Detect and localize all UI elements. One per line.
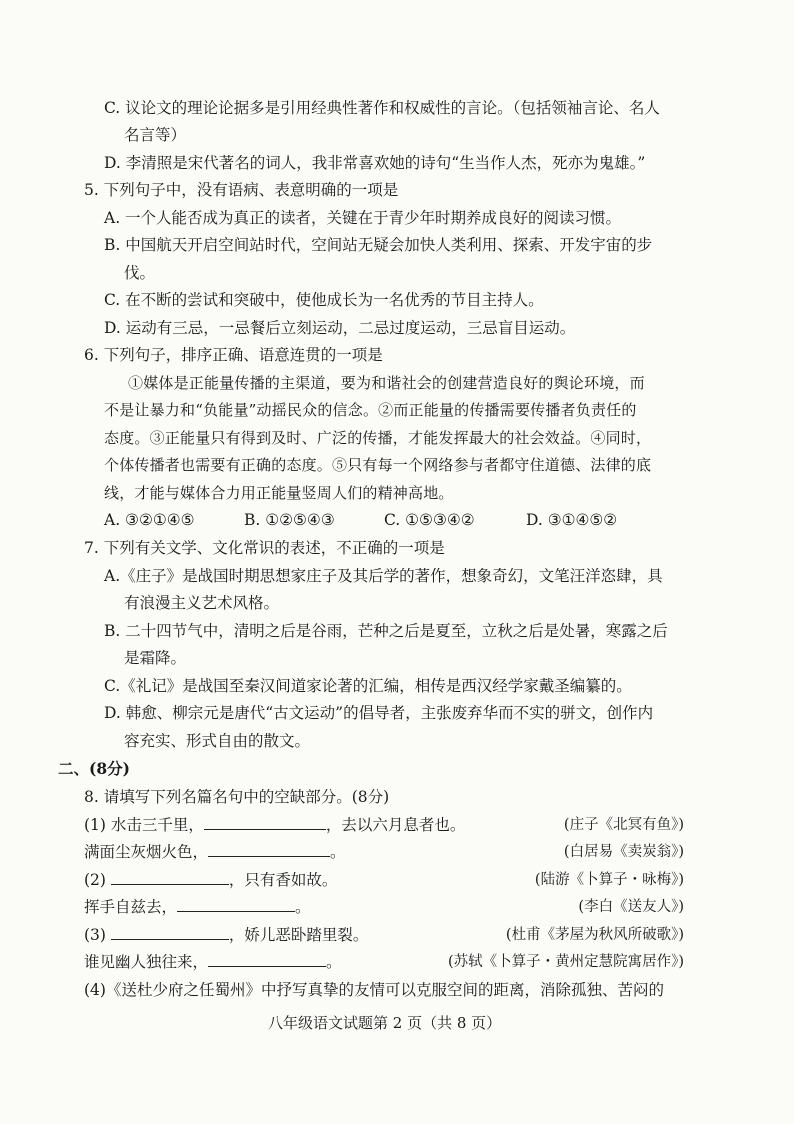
- q4-option-c-line2: 名言等）: [124, 126, 187, 144]
- answer-blank[interactable]: [208, 842, 330, 857]
- answer-blank[interactable]: [177, 897, 295, 912]
- q7-option-b-line1: B. 二十四节气中，清明之后是谷雨，芒种之后是夏至，立秋之后是处暑，寒露之后: [104, 622, 668, 640]
- q7-option-d-line2: 容充实、形式自由的散文。: [124, 732, 311, 750]
- q6-passage-line: 线，才能与媒体合力用正能量竖周人们的精神高地。: [104, 484, 454, 502]
- answer-blank[interactable]: [111, 925, 229, 940]
- q7-option-c: C.《礼记》是战国至秦汉间道家论著的汇编，相传是西汉经学家戴圣编纂的。: [104, 677, 632, 695]
- q8-source: (杜甫《茅屋为秋风所破歌》): [505, 927, 684, 943]
- q6-passage-line: ①媒体是正能量传播的主渠道，要为和谐社会的创建营造良好的舆论环境，而: [128, 374, 645, 392]
- q8-source: (苏轼《卜算子・黄州定慧院寓居作》): [447, 954, 684, 970]
- section-2-header: 二、(8分): [58, 759, 130, 778]
- q5-option-b-line2: 伐。: [124, 264, 156, 282]
- answer-blank[interactable]: [204, 815, 326, 830]
- q8-line-4: [84, 897, 311, 917]
- q8-source: (陆游《卜算子・咏梅》): [534, 872, 684, 888]
- q8-line-2: [84, 842, 346, 862]
- q8-line-pre: (1) 水击三千里，: [84, 816, 204, 834]
- page-footer: 八年级语文试题第 2 页（共 8 页）: [268, 1014, 502, 1032]
- q8-source: (李白《送友人》): [578, 899, 684, 915]
- q8-line-5: [84, 925, 368, 945]
- q8-line-pre: (2): [84, 871, 111, 889]
- q5-option-d: D. 运动有三忌，一忌餐后立刻运动，二忌过度运动，三忌盲目运动。: [104, 319, 576, 337]
- q6-option-a: A. ③②①④⑤: [104, 511, 195, 529]
- q8-line-pre: 挥手自兹去，: [84, 898, 178, 916]
- q8-source: (白居易《卖炭翁》): [563, 844, 684, 860]
- q6-option-d: D. ③①④⑤②: [526, 511, 618, 529]
- q7-option-a-line2: 有浪漫主义艺术风格。: [124, 594, 280, 612]
- q6-option-c: C. ①⑤③④②: [384, 511, 475, 529]
- q7-option-b-line2: 是霜降。: [124, 649, 187, 667]
- q5-option-c: C. 在不断的尝试和突破中，使他成长为一名优秀的节目主持人。: [104, 291, 544, 309]
- q8-line-post: ，去以六月息者也。: [325, 816, 466, 834]
- q8-line-post: 。: [295, 898, 311, 916]
- q8-line-post: ，只有香如故。: [228, 871, 338, 889]
- q8-line-pre: (3): [84, 926, 111, 944]
- q6-stem: 6. 下列句子，排序正确、语意连贯的一项是: [84, 346, 383, 364]
- q8-source: (庄子《北冥有鱼》): [563, 817, 684, 833]
- q6-option-b: B. ①②⑤④③: [244, 511, 335, 529]
- q7-stem: 7. 下列有关文学、文化常识的表述，不正确的一项是: [84, 539, 445, 557]
- q8-line-pre: 满面尘灰烟火色，: [84, 843, 209, 861]
- q5-option-a: A. 一个人能否成为真正的读者，关键在于青少年时期养成良好的阅读习惯。: [104, 209, 622, 227]
- q6-passage-line: 不是让暴力和“负能量”动摇民众的信念。②而正能量的传播需要传播者负责任的: [104, 401, 637, 419]
- q4-option-c-line1: C. 议论文的理论论据多是引用经典性著作和权威性的言论。（包括领袖言论、名人: [104, 99, 660, 117]
- q6-passage-line: 态度。③正能量只有得到及时、广泛的传播，才能发挥最大的社会效益。④同时，: [104, 429, 652, 447]
- q7-option-a-line1: A.《庄子》是战国时期思想家庄子及其后学的著作，想象奇幻，文笔汪洋恣肆，具: [104, 567, 663, 585]
- q8-line-post: 。: [330, 843, 346, 861]
- q8-line-1: [84, 815, 465, 835]
- q5-stem: 5. 下列句子中，没有语病、表意明确的一项是: [84, 181, 399, 199]
- answer-blank[interactable]: [208, 952, 326, 967]
- q8-line-post: 。: [326, 953, 342, 971]
- answer-blank[interactable]: [111, 870, 229, 885]
- q8-item-4: (4)《送杜少府之任蜀州》中抒写真挚的友情可以克服空间的距离，消除孤独、苦闷的: [84, 981, 664, 999]
- q8-line-6: [84, 952, 342, 972]
- q8-line-post: ，娇儿恶卧踏里裂。: [228, 926, 369, 944]
- q5-option-b-line1: B. 中国航天开启空间站时代，空间站无疑会加快人类利用、探索、开发宇宙的步: [104, 236, 653, 254]
- q8-stem: 8. 请填写下列名篇名句中的空缺部分。(8分): [84, 788, 390, 806]
- q8-line-3: [84, 870, 337, 890]
- q7-option-d-line1: D. 韩愈、柳宗元是唐代“古文运动”的倡导者，主张废弃华而不实的骈文，创作内: [104, 704, 654, 722]
- q4-option-d: D. 李清照是宋代著名的词人，我非常喜欢她的诗句“生当作人杰，死亦为鬼雄。”: [104, 154, 646, 172]
- q8-line-pre: 谁见幽人独往来，: [84, 953, 209, 971]
- q6-passage-line: 个体传播者也需要有正确的态度。⑤只有每一个网络参与者都守住道德、法律的底: [104, 456, 652, 474]
